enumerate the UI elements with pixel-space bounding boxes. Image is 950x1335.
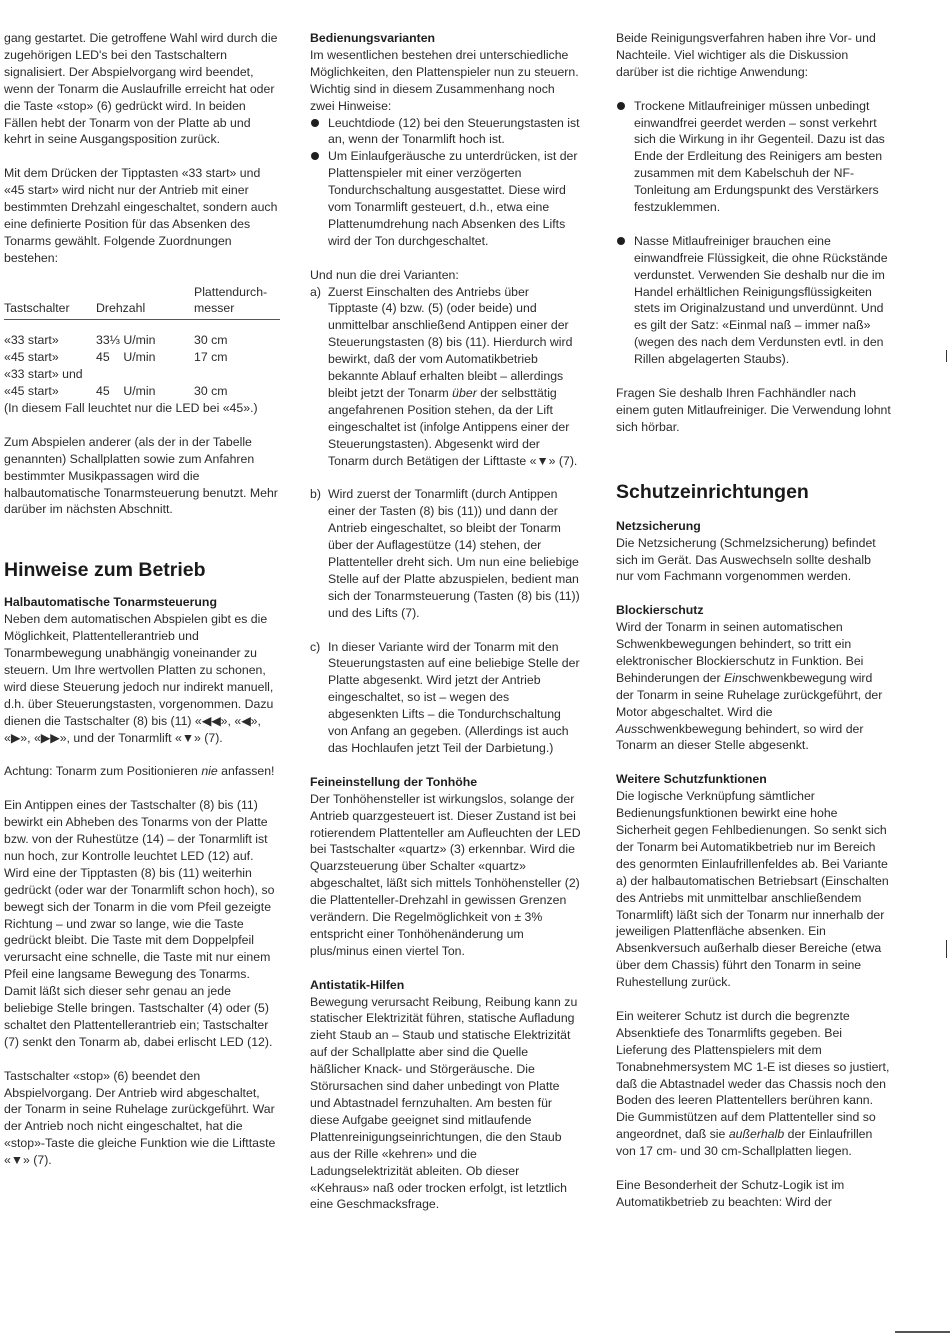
- column-middle: [310, 30, 582, 1230]
- paragraph-other-records: Zum Abspielen anderer (als der in der Tabelle genannten) Schallplatten sowie zum Anfahren bestimmter Musikpassagen wird die halbautomatische Tonarmsteuerung benutzt. Mehr darüber im nächsten Abschnitt.: [4, 434, 278, 517]
- paragraph-weitere-schutzfunktionen: Die logische Verknüpfung sämtlicher Bedienungsfunktionen bewirkt eine hohe Sicherheit gegen Fehlbedienungen. So senkt sich der Tonarm bei Automatikbetrieb nur im Bereich des genormten Einlaufrillenfeldes ab. Bei Variante a) der halbautomatischen Betriebsart (Einschalten des Antriebs mit unmittelbar anschließendem Tonarmlift) läßt sich der Tonarm nur innerhalb der jeweiligen Plattenfläche absenken. Ein Absenkversuch außerhalb dieser Bereiche (etwa über dem Chassis) führt den Tonarm in seine Ruhestellung zurück.: [616, 789, 889, 990]
- cleaner-list: [616, 98, 892, 368]
- paragraph-netzsicherung: Die Netzsicherung (Schmelzsicherung) befindet sich im Gerät. Das Auswechseln sollte deshalb nur vom Fachmann vorgenommen werden.: [616, 535, 876, 584]
- paragraph-absenktiefe: Ein weiterer Schutz ist durch die begrenzte Absenktiefe des Tonarmlifts gegeben. Bei Lieferung des Plattenspielers mit dem Tonabnehmersystem MC 1-E ist dieses so justiert, daß die Abtastnadel weder das Chassis noch den Boden des leeren Plattentellers berühren kann. Die Gummistützen auf dem Plattenteller sind so angeordnet, daß sie außerhalb der Einlaufrillen von 17 cm- und 30 cm-Schallplatten liegen.: [616, 1008, 890, 1159]
- paragraph-stop: Tastschalter «stop» (6) beendet den Abspielvorgang. Der Antrieb wird abgeschaltet, der Tonarm in seine Ruhelage zurückgeführt. War der Antrieb noch nicht eingeschaltet, hat die «stop»-Taste die gleiche Funktion wie die Lifttaste «▼» (7).: [4, 1068, 276, 1168]
- speed-table-header: [4, 284, 280, 320]
- list-item: b) Wird zuerst der Tonarmlift (durch Antippen einer der Tasten (8) bis (11)) und dann der Antrieb eingeschaltet, so bleibt der Tonarm über der Auflagestütze (14) stehen, der Plattenteller dreht sich. Um nun eine beliebige Stelle auf der Platte abzuspielen, bedient man sich der Tonarmsteuerung (Tasten (8) bis (11)) und des Lifts (7).: [310, 487, 580, 620]
- paragraph-auto-play-end: gang gestartet. Die getroffene Wahl wird durch die zugehörigen LED's bei den Tastschaltern signalisiert. Der Abspielvorgang wird beendet, wenn der Tonarm die Auslaufrille erreicht hat oder die Taste «stop» (6) gedrückt wird. In beiden Fällen hebt der Tonarm von der Platte ab und kehrt in seine Ausgangsposition zurück.: [4, 31, 278, 147]
- paragraph-achtung: Achtung: Tonarm zum Positionieren nie anfassen!: [4, 764, 275, 779]
- table-row: [4, 332, 280, 349]
- scan-edge-mark: [946, 940, 948, 958]
- paragraph-antistatik: Bewegung verursacht Reibung, Reibung kann zu statischer Elektrizität führen, statische Aufladung zieht Staub an – Staub und statische Elektrizität auf der Schallplatte aber sind die Quelle häßlicher Knack- und Störgeräusche. Die Störursachen sind daher unbedingt von Platte und Abtastnadel fernzuhalten. Am besten für diese Aufgabe geeignet sind mitlaufende Plattenreinigungseinrichtungen, die den Staub aus der Rille «kehren» und die Ladungselektrizität ableiten. Ob dieser «Kehraus» naß oder trocken erfolgt, ist letztlich eine Geschmacksfrage.: [310, 994, 578, 1212]
- paragraph-feineinstellung: Der Tonhöhensteller ist wirkungslos, solange der Antrieb quarzgesteuert ist. Dieser Zustand ist bei rotierendem Plattenteller am Aufleuchten der LED bei Tastschalter «quartz» (3) erkennbar. Wird die Quarzsteuerung über Schalter «quartz» abgeschaltet, läßt sich mittels Tonhöhensteller (2) die Plattenteller-Drehzahl in gewissen Grenzen verändern. Die Regelmöglichkeit von ± 3% entspricht einer Tonhöhenänderung um plus/minus einen viertel Ton.: [310, 791, 581, 958]
- table-cell: 30 cm: [194, 384, 228, 399]
- paragraph-varianten-intro: Im wesentlichen bestehen drei unterschiedliche Möglichkeiten, den Plattenspieler nun zu steuern. Wichtig sind in diesem Zusammenhang noch zwei Hinweise:: [310, 47, 579, 113]
- column-left: [4, 30, 280, 1186]
- list-item: Nasse Mitlaufreiniger brauchen eine einwandfreie Flüssigkeit, die ohne Rückstände verdunstet. Verwenden Sie deshalb nur die im Handel erhältlichen Reinigungsflüssigkeiten stets im Originalzustand und unverdünnt. Und es gilt der Satz: «Einmal naß – immer naß» (wegen des nach dem Verdunsten evtl. in den Rillen abgelagerten Staubs).: [616, 233, 892, 368]
- paragraph-tipptasten: Mit dem Drücken der Tipptasten «33 start» und «45 start» wird nicht nur der Antrieb mit einer bestimmten Drehzahl eingeschaltet, sondern auch eine definierte Position für das Absenken des Tonarms gewählt. Folgende Zuordnungen bestehen:: [4, 166, 278, 265]
- table-row: [4, 366, 280, 383]
- bullet-icon: [311, 152, 319, 160]
- paragraph-schutz-logik: Eine Besonderheit der Schutz-Logik ist im Automatikbetrieb zu beachten: Wird der: [616, 1177, 845, 1209]
- table-row: [4, 349, 280, 366]
- variant-label: c): [310, 639, 321, 654]
- section-heading-schutzeinrichtungen: Schutzeinrichtungen: [616, 480, 809, 503]
- table-cell: «45 start»: [4, 350, 59, 365]
- table-cell: 45 U/min: [96, 350, 156, 365]
- table-header-tastschalter: Tastschalter: [4, 284, 96, 320]
- table-cell: 45 U/min: [96, 384, 156, 399]
- subheading-weitere-schutzfunktionen: Weitere Schutzfunktionen: [616, 772, 767, 787]
- paragraph-reinigung: Beide Reinigungsverfahren haben ihre Vor- und Nachteile. Viel wichtiger als die Diskussion darüber ist die richtige Anwendung:: [616, 31, 876, 79]
- bullet-icon: [617, 102, 625, 110]
- subheading-blockierschutz: Blockierschutz: [616, 603, 704, 618]
- subheading-antistatik: Antistatik-Hilfen: [310, 977, 405, 992]
- emphasis-aus: Aus: [616, 721, 638, 736]
- paragraph-halbautomatik: Neben dem automatischen Abspielen gibt es die Möglichkeit, Plattentellerantrieb und Tonarmbewegung unabhängig voneinander zu steuern. Um Ihre wertvollen Platten zu schonen, wird diese Steuerung jedoch nur indirekt manuell, d.h. über Steuerungstasten, vorgenommen. Dazu dienen die Tastschalter (8) bis (11) «◀◀», «◀», «▶», «▶▶», und der Tonarmlift «▼» (7).: [4, 612, 274, 745]
- table-cell: «33 start»: [4, 333, 59, 348]
- emphasis-ausserhalb: außerhalb: [728, 1127, 785, 1142]
- speed-table: [4, 284, 280, 400]
- table-cell: 30 cm: [194, 333, 228, 348]
- paragraph-antippen: Ein Antippen eines der Tastschalter (8) bis (11) bewirkt ein Abheben des Tonarms von der Platte bzw. von der Ruhestütze (14) – der Tonarmlift ist nun hoch, zur Kontrolle leuchtet LED (12) auf. Wird eine der Tipptasten (8) bis (11) weiterhin gedrückt (oder war der Tonarmlift schon hoch), so bewegt sich der Tonarm in die vom Pfeil gezeigte Richtung – und zwar so lange, wie die Taste gedrückt bleibt. Die Taste mit dem Doppelpfeil verursacht eine schnelle, die Taste mit nur einem Pfeil eine langsame Bewegung des Tonarms. Damit läßt sich dieser sehr genau an jede beliebige Stelle bringen. Tastschalter (4) oder (5) schaltet den Plattentellerantrieb ein; Tastschalter (7) senkt den Tonarm ab, dabei erlischt LED (12).: [4, 798, 275, 1049]
- section-heading-hinweise: Hinweise zum Betrieb: [4, 559, 206, 582]
- variant-label: b): [310, 487, 321, 502]
- table-cell: «33 start» und: [4, 367, 83, 382]
- paragraph-blockierschutz: Wird der Tonarm in seinen automatischen Schwenkbewegungen behindert, so tritt ein elektronischer Blockierschutz in Funktion. Bei Behinderungen der Einschwenkbewegung wird der Tonarm in seine Ruhelage zurückgeführt, der Motor abgeschaltet. Wird die Ausschwenkbewegung behindert, so wird der Tonarm an dieser Stelle abgesenkt.: [616, 620, 883, 753]
- list-item: Leuchtdiode (12) bei den Steuerungstasten ist an, wenn der Tonarmlift hoch ist.: [310, 115, 582, 149]
- emphasis-ueber: über: [452, 386, 477, 401]
- list-item: Um Einlaufgeräusche zu unterdrücken, ist der Plattenspieler mit einer verzögerten Tondurchschaltung ausgestattet. Diese wird vom Tonarmlift gesteuert, d.h., etwa eine Plattenumdrehung nach Absenken des Lifts wird der Ton durchgeschaltet.: [310, 148, 582, 249]
- table-cell: 33⅓ U/min: [96, 333, 156, 348]
- table-note: (In diesem Fall leuchtet nur die LED bei «45».): [4, 401, 258, 415]
- paragraph-fachhaendler: Fragen Sie deshalb Ihren Fachhändler nach einem guten Mitlaufreiniger. Die Verwendung lohnt sich hörbar.: [616, 385, 891, 434]
- table-cell: «45 start»: [4, 384, 59, 399]
- table-header-drehzahl: Drehzahl: [96, 284, 194, 320]
- table-cell: 17 cm: [194, 350, 228, 365]
- column-right: [616, 30, 892, 1228]
- table-header-plattendurchmesser: Plattendurch-messer: [194, 284, 280, 320]
- list-item: a) Zuerst Einschalten des Antriebs über Tipptaste (4) bzw. (5) (oder beide) und unmittelbar anschließend Antippen einer der Steuerungstasten (8) bis (11). Hierdurch wird bewirkt, daß der vom Automatikbetrieb bekannte Ablauf erhalten bleibt – allerdings bleibt jetzt der Tonarm über der selbsttätig angefahrenen Position stehen, da der Lift eingeschaltet ist (infolge Antippens einer der Steuerungstasten). Abgesenkt wird der Tonarm durch Betätigen der Lifttaste «▼» (7).: [310, 284, 578, 468]
- subheading-netzsicherung: Netzsicherung: [616, 518, 701, 533]
- subheading-bedienungsvarianten: Bedienungsvarianten: [310, 31, 436, 45]
- emphasis-ein: Ein: [724, 670, 742, 685]
- list-item: Trockene Mitlaufreiniger müssen unbedingt einwandfrei geerdet werden – sonst verkehrt sich die Wirkung in ihr Gegenteil. Dazu ist das Ende der Erdleitung des Reinigers am besten zusammen mit dem Kabelschuh der NF-Tonleitung am Erdungspunkt des Verstärkers festzuklemmen.: [616, 98, 892, 216]
- subheading-halbautomatik: Halbautomatische Tonarmsteuerung: [4, 595, 217, 610]
- emphasis-nie: nie: [201, 764, 218, 779]
- bullet-icon: [311, 119, 319, 127]
- table-row: [4, 383, 280, 400]
- subheading-feineinstellung: Feineinstellung der Tonhöhe: [310, 774, 478, 789]
- paragraph-varianten-lead: Und nun die drei Varianten:: [310, 267, 459, 282]
- list-item: c) In dieser Variante wird der Tonarm mit den Steuerungstasten auf eine beliebige Stelle der Platte abgesenkt. Wird jetzt der Antrieb eingeschaltet, so ist – wegen des abgesenkten Lifts – die Tondurchschaltung von Anfang an gegeben. (Allerdings ist auch das Hochlaufen jetzt Teil der Darbietung.): [310, 639, 580, 756]
- bullet-icon: [617, 237, 625, 245]
- hint-list: [310, 115, 582, 250]
- page-bottom-rule: [895, 1331, 950, 1333]
- variant-label: a): [310, 284, 321, 299]
- variants-list: [310, 284, 582, 757]
- scan-edge-mark: [946, 350, 948, 362]
